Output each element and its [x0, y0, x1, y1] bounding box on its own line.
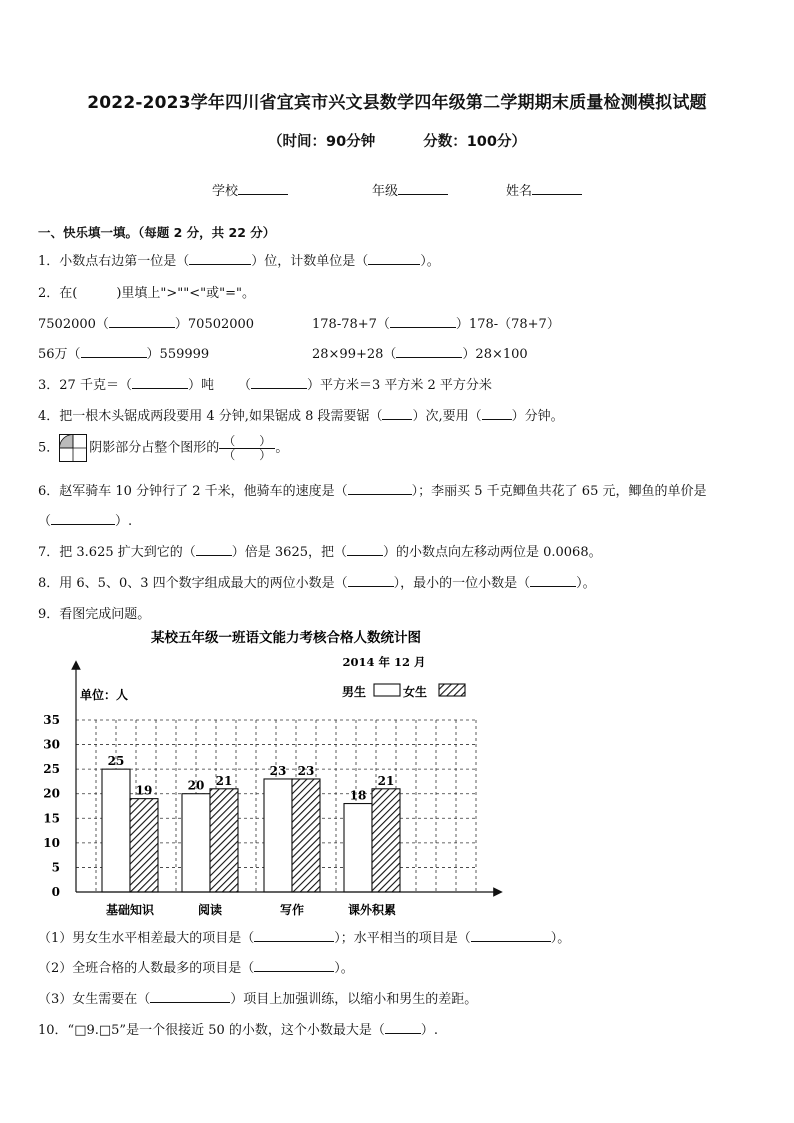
- question-9-sub-1: （1）男女生水平相差最大的项目是（ ）；水平相当的项目是（ ）。: [38, 931, 571, 946]
- y-tick-label: 25: [43, 762, 60, 777]
- x-category-label: 阅读: [197, 903, 223, 917]
- x-category-label: 课外积累: [347, 903, 397, 917]
- bar-value-label: 25: [107, 754, 125, 769]
- legend-swatch-male: [374, 684, 400, 696]
- x-category-label: 写作: [279, 903, 305, 917]
- bar-male: [182, 794, 210, 892]
- shaded-square-icon: [59, 434, 87, 462]
- answer-blank[interactable]: [150, 990, 230, 1003]
- name-label: 姓名: [506, 184, 533, 199]
- bar-female: [292, 779, 320, 892]
- y-tick-label: 5: [51, 860, 60, 875]
- y-tick-label: 15: [43, 811, 60, 826]
- answer-blank[interactable]: [196, 543, 232, 556]
- grade-label: 年级: [372, 184, 399, 199]
- exam-time-score: [0, 130, 794, 151]
- bar-female: [372, 789, 400, 892]
- answer-blank[interactable]: [482, 407, 512, 420]
- question-9: 9．看图完成问题。: [38, 607, 151, 622]
- x-category-label: 基础知识: [105, 903, 155, 917]
- bar-value-label: 18: [349, 788, 367, 803]
- bar-value-label: 20: [187, 778, 205, 793]
- legend-swatch-female: [439, 684, 465, 696]
- y-tick-label: 20: [43, 786, 60, 801]
- bar-value-label: 19: [135, 783, 153, 798]
- y-tick-label: 10: [43, 835, 60, 850]
- answer-blank[interactable]: [396, 345, 462, 358]
- question-1: 1．小数点右边第一位是（ ）位，计数单位是（ ）。: [38, 254, 440, 269]
- y-tick-label: 35: [43, 713, 60, 727]
- x-axis-categories: [106, 902, 396, 917]
- bar-female: [130, 799, 158, 892]
- question-5: 5． 阴影部分占整个图形的 $\frac{( )}{( )}$ 。: [38, 433, 289, 462]
- answer-blank[interactable]: [189, 252, 251, 265]
- answer-blank[interactable]: [254, 959, 334, 972]
- y-axis-ticks: [43, 713, 60, 899]
- answer-blank[interactable]: [347, 543, 383, 556]
- question-10: 10．“□9.□5”是一个很接近 50 的小数，这个小数最大是（ ）.: [38, 1023, 439, 1038]
- answer-blank[interactable]: [132, 376, 188, 389]
- grade-field[interactable]: [372, 180, 448, 199]
- question-2-row-2b: 28×99+28（ ）28×100: [312, 347, 528, 362]
- question-9-sub-2: （2）全班合格的人数最多的项目是（ ）。: [38, 961, 354, 976]
- question-4: 4．把一根木头锯成两段要用 4 分钟,如果锯成 8 段需要锯（ ）次,要用（ ）分钟。: [38, 409, 564, 424]
- question-9-sub-3: （3）女生需要在（ ）项目上加强训练，以缩小和男生的差距。: [38, 992, 478, 1007]
- answer-blank[interactable]: [471, 929, 551, 942]
- question-8: 8．用 6、5、0、3 四个数字组成最大的两位小数是（ ），最小的一位小数是（ ）。: [38, 576, 596, 591]
- answer-blank[interactable]: [348, 482, 412, 495]
- chart-legend: [342, 684, 465, 699]
- answer-blank[interactable]: [254, 929, 334, 942]
- answer-blank[interactable]: [51, 512, 115, 525]
- chart-unit: 单位：人: [80, 688, 129, 702]
- answer-blank[interactable]: [390, 315, 456, 328]
- question-2-row-2a: 56万（ ）559999: [38, 347, 210, 362]
- answer-blank[interactable]: [530, 574, 576, 587]
- chart-title: 某校五年级一班语文能力考核合格人数统计图: [151, 630, 421, 646]
- legend-label-male: 男生: [342, 685, 367, 699]
- y-tick-label: 30: [43, 737, 60, 752]
- answer-blank[interactable]: [251, 376, 307, 389]
- name-field[interactable]: [506, 180, 582, 199]
- answer-blank[interactable]: [81, 345, 147, 358]
- bars: [102, 754, 400, 892]
- legend-label-female: 女生: [403, 685, 428, 699]
- y-tick-label: 0: [51, 885, 60, 899]
- bar-value-label: 21: [377, 773, 395, 788]
- question-2-row-1a: 7502000（ ）70502000: [38, 317, 255, 332]
- bar-female: [210, 789, 238, 892]
- bar-male: [264, 779, 292, 892]
- answer-blank[interactable]: [348, 574, 394, 587]
- school-label: 学校: [212, 184, 239, 199]
- page-title: 2022-2023学年四川省宜宾市兴文县数学四年级第二学期期末质量检测模拟试题: [87, 93, 707, 113]
- school-field[interactable]: [212, 180, 288, 199]
- answer-blank[interactable]: [368, 252, 420, 265]
- bar-value-label: 23: [269, 763, 287, 778]
- bar-male: [102, 769, 130, 892]
- section-heading: 一、快乐填一填。（每题 2 分，共 22 分）: [38, 225, 276, 240]
- chart-date: 2014 年 12 月: [342, 655, 426, 669]
- bar-male: [344, 804, 372, 892]
- question-6-cont: （ ）.: [38, 514, 133, 529]
- answer-blank[interactable]: [382, 407, 412, 420]
- bar-value-label: 23: [297, 763, 315, 778]
- question-3: 3．27 千克＝（ ）吨 （ ）平方米＝3 平方米 2 平方分米: [38, 378, 492, 393]
- time-label: （时间：90分钟: [268, 134, 376, 150]
- answer-blank[interactable]: [385, 1021, 421, 1034]
- bar-value-label: 21: [215, 773, 233, 788]
- question-2: 2．在( )里填上">""<"或"="。: [38, 286, 255, 301]
- fraction-answer[interactable]: $\frac{( )}{( )}$: [219, 435, 275, 462]
- answer-blank[interactable]: [109, 315, 175, 328]
- question-2-row-1b: 178-78+7（ ）178-（78+7）: [312, 317, 560, 332]
- score-label: 分数：100分）: [423, 134, 526, 150]
- bar-chart: [36, 625, 516, 921]
- question-6: 6．赵军骑车 10 分钟行了 2 千米，他骑车的速度是（ ）；李丽买 5 千克鲫鱼共花了 65 元，鲫鱼的单价是: [38, 484, 707, 499]
- question-7: 7．把 3.625 扩大到它的（ ）倍是 3625，把（ ）的小数点向左移动两位是 0.0068。: [38, 545, 602, 560]
